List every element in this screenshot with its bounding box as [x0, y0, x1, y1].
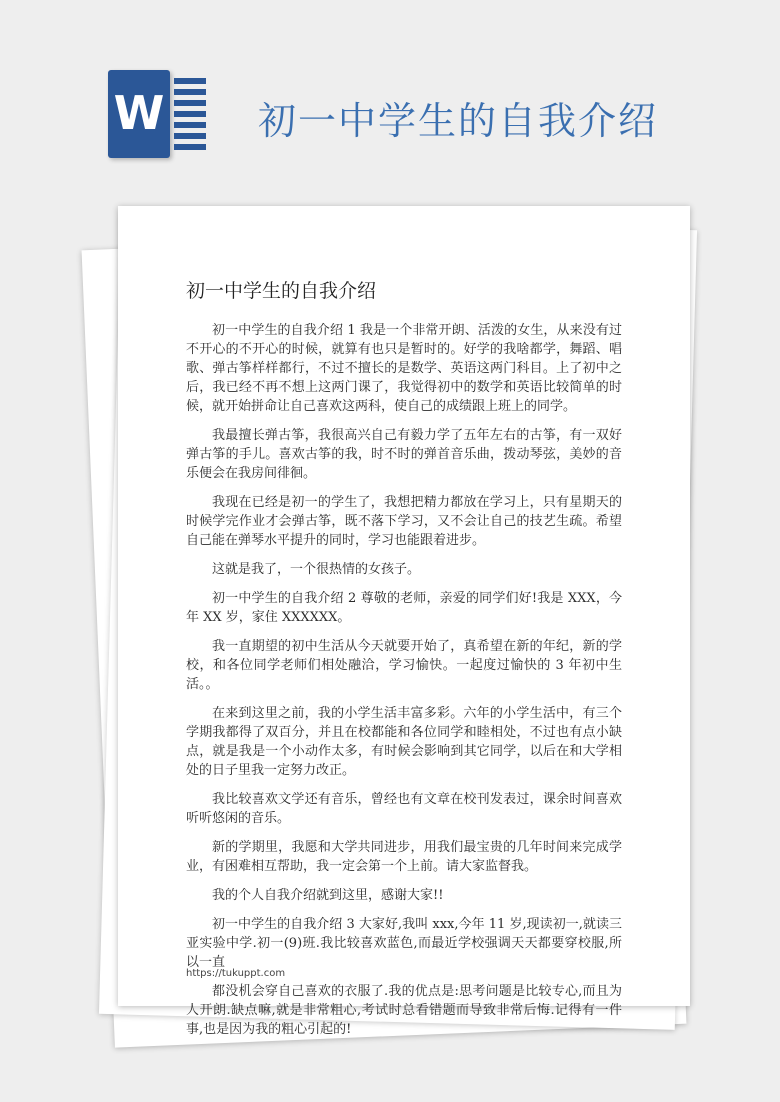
- document-body: [186, 321, 622, 1049]
- paragraph: 都没机会穿自己喜欢的衣服了.我的优点是:思考问题是比较专心,而且为人开朗.缺点嘛,就是非常粗心,考试时总看错题而导致非常后悔.记得有一件事,也是因为我的粗心引起的!: [186, 984, 622, 1037]
- page-title: 初一中学生的自我介绍: [258, 99, 659, 143]
- paragraph: 这就是我了，一个很热情的女孩子。: [212, 562, 421, 577]
- source-url: https://tukuppt.com: [186, 968, 286, 979]
- paragraph: 我一直期望的初中生活从今天就要开始了，真希望在新的年纪，新的学校，和各位同学老师们相处融洽，学习愉快。一起度过愉快的 3 年初中生活。。: [186, 639, 622, 692]
- paragraph: 新的学期里，我愿和大学共同进步，用我们最宝贵的几年时间来完成学业，有困难相互帮助，我一定会第一个上前。请大家监督我。: [186, 840, 622, 874]
- paragraph: 我的个人自我介绍就到这里，感谢大家!!: [212, 888, 444, 903]
- paragraph: 我比较喜欢文学还有音乐，曾经也有文章在校刊发表过，课余时间喜欢听听悠闲的音乐。: [186, 792, 622, 826]
- paragraph: 我最擅长弹古筝，我很高兴自己有毅力学了五年左右的古筝，有一双好弹古筝的手儿。喜欢古筝的我，时不时的弹首音乐曲，拨动琴弦，美妙的音乐便会在我房间徘徊。: [186, 428, 622, 481]
- paragraph: 在来到这里之前，我的小学生活丰富多彩。六年的小学生活中，有三个学期我都得了双百分，并且在校都能和各位同学和睦相处，不过也有点小缺点，就是我是一个小动作太多，有时候会影响到其它同学，以后在和大学相处的日子里我一定努力改正。: [186, 706, 622, 778]
- paragraph: 初一中学生的自我介绍 3 大家好,我叫 xxx,今年 11 岁,现读初一,就读三亚实验中学.初一(9)班.我比较喜欢蓝色,而最近学校强调天天都要穿校服,所以一直: [186, 917, 622, 970]
- word-logo-letter: W: [113, 86, 165, 140]
- word-document-icon: [108, 68, 208, 160]
- paragraph: 初一中学生的自我介绍 2 尊敬的老师，亲爱的同学们好!我是 XXX，今年 XX 岁，家住 XXXXXX。: [186, 591, 622, 625]
- paragraph: 我现在已经是初一的学生了，我想把精力都放在学习上，只有星期天的时候学完作业才会弹古筝，既不落下学习，又不会让自己的技艺生疏。希望自己能在弹琴水平提升的同时，学习也能跟着进步。: [186, 495, 622, 548]
- word-logo-lines: [174, 78, 206, 155]
- page-header: [0, 0, 780, 210]
- document-title: 初一中学生的自我介绍: [186, 280, 377, 302]
- document-page: [118, 206, 690, 1037]
- paragraph: 初一中学生的自我介绍 1 我是一个非常开朗、活泼的女生，从来没有过不开心的不开心的时候，就算有也只是暂时的。好学的我啥都学，舞蹈、唱歌、弹古筝样样都行，不过不擅长的是数学、英语这两门科目。上了初中之后，我已经不再不想上这两门课了，我觉得初中的数学和英语比较简单的时候，就开始拼命让自己喜欢这两科，使自己的成绩跟上班上的同学。: [186, 323, 622, 414]
- word-logo-box: [108, 70, 170, 158]
